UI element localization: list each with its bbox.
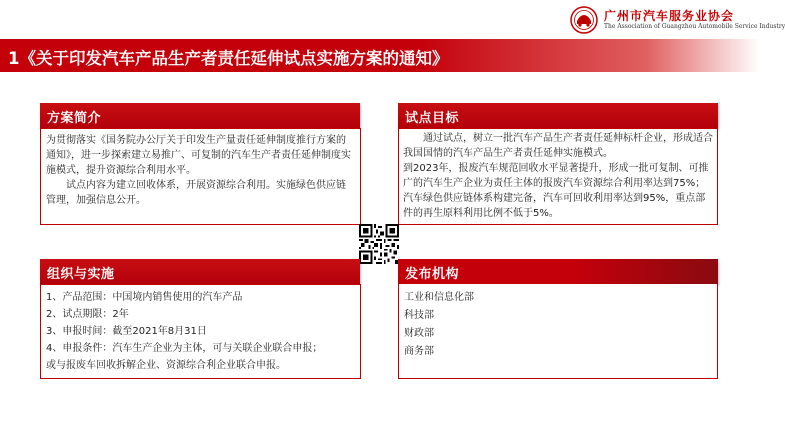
goals-paragraph-1: 通过试点，树立一批汽车产品生产者责任延伸标杆企业，形成适合我国国情的汽车产品生产者责任延伸实施模式。 bbox=[403, 133, 713, 159]
goals-panel-header bbox=[398, 103, 718, 128]
goals-panel-title: 试点目标 bbox=[405, 111, 460, 126]
goals-panel-body bbox=[398, 128, 718, 225]
intro-panel-title: 方案简介 bbox=[47, 111, 102, 126]
issuer-item: 商务部 bbox=[404, 346, 434, 357]
page-title: 1《关于印发汽车产品生产者责任延伸试点实施方案的通知》 bbox=[8, 49, 449, 68]
org-name-en: The Association of Guangzhou Automobile Service Industry bbox=[604, 23, 785, 30]
goals-paragraph-2: 到2023年，报废汽车规范回收水平显著提升，形成一批可复制、可推广的汽车生产企业为责任主体的报废汽车资源综合利用率达到75%；汽车绿色供应链体系构建完备，汽车可回收利用率达到95%，重点部件的再生原料利用比例不低于5%。 bbox=[403, 163, 709, 219]
issuer-item: 工业和信息化部 bbox=[404, 292, 474, 303]
intro-panel-body bbox=[40, 128, 361, 225]
issuers-panel-body bbox=[398, 284, 718, 379]
issuer-item: 财政部 bbox=[404, 328, 434, 339]
intro-panel-header bbox=[40, 103, 360, 128]
org-item: 3、申报时间：截至2021年8月31日 bbox=[46, 326, 207, 337]
org-item: 1、产品范围：中国境内销售使用的汽车产品 bbox=[46, 292, 243, 303]
issuer-item: 科技部 bbox=[404, 310, 434, 321]
org-panel-title: 组织与实施 bbox=[47, 267, 115, 282]
intro-paragraph-2: 试点内容为建立回收体系，开展资源综合利用。实施绿色供应链管理，加强信息公开。 bbox=[46, 180, 346, 206]
title-bar bbox=[0, 39, 760, 72]
org-item: 2、试点期限：2年 bbox=[46, 309, 129, 320]
header-logo bbox=[570, 6, 785, 34]
issuers-panel-title: 发布机构 bbox=[405, 267, 460, 282]
org-item: 或与报废车回收拆解企业、资源综合利企业联合申报。 bbox=[46, 360, 286, 371]
intro-paragraph-1: 为贯彻落实《国务院办公厅关于印发生产量责任延伸制度推行方案的通知》，进一步探索建立易推广、可复制的汽车生产者责任延伸制度实施模式，提升资源综合利用水平。 bbox=[46, 135, 351, 176]
org-panel-header bbox=[40, 259, 360, 284]
org-name-cn: 广州市汽车服务业协会 bbox=[604, 9, 735, 23]
issuers-panel-header bbox=[398, 259, 718, 284]
org-item: 4、申报条件：汽车生产企业为主体，可与关联企业联合申报； bbox=[46, 343, 323, 354]
org-panel-body bbox=[40, 284, 361, 379]
qr-code-icon bbox=[359, 224, 399, 264]
association-logo-icon bbox=[570, 6, 598, 34]
